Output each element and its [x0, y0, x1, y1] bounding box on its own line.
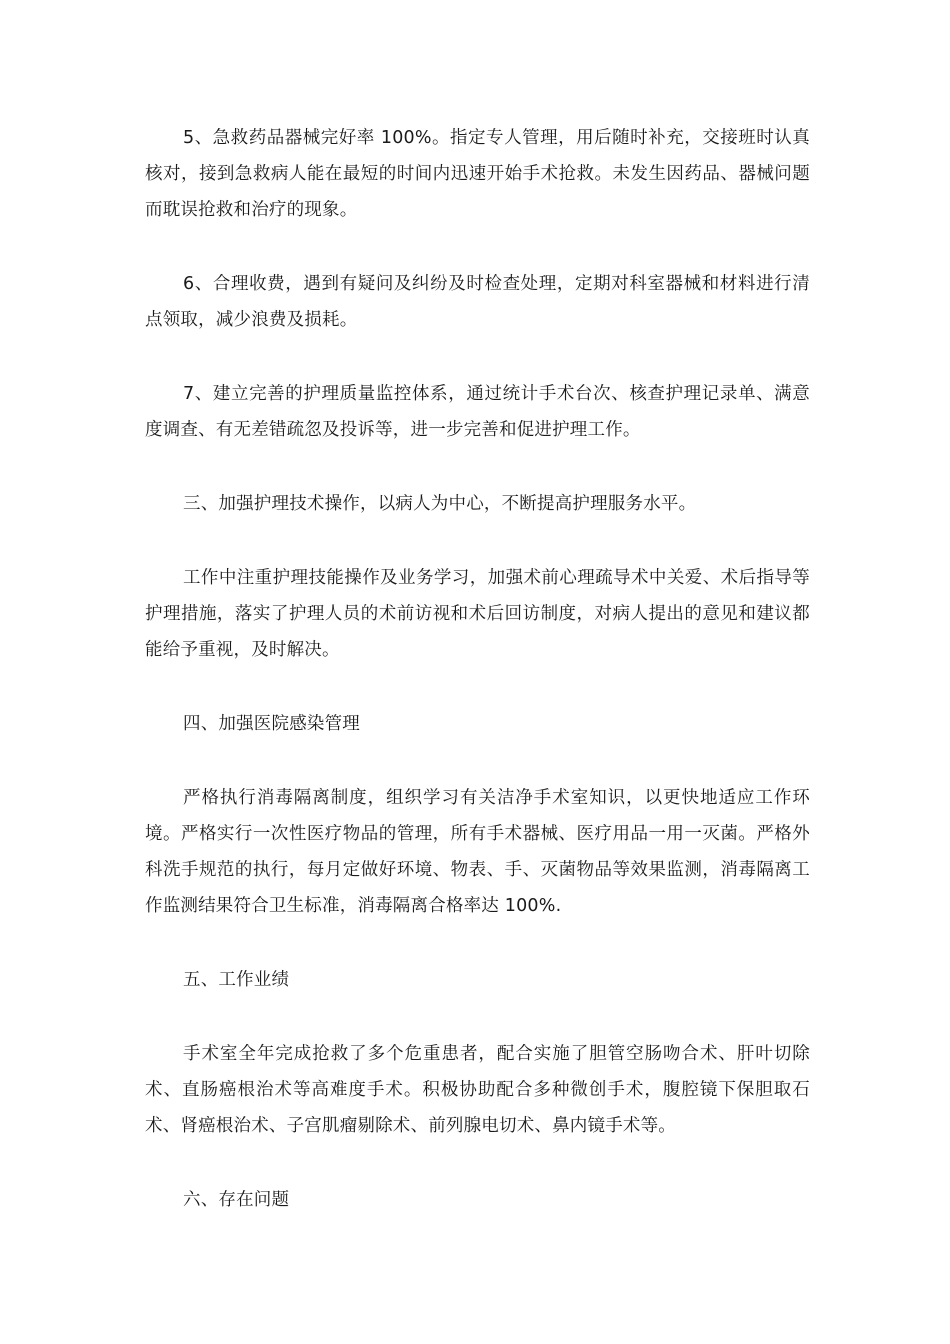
paragraph-section-5: 手术室全年完成抢救了多个危重患者，配合实施了胆管空肠吻合术、肝叶切除术、直肠癌根治术等高难度手术。积极协助配合多种微创手术，腹腔镜下保胆取石术、肾癌根治术、子宫肌瘤剔除术、前列腺电切术、鼻内镜手术等。 — [145, 1044, 810, 1136]
section-heading-4: 四、加强医院感染管理 — [183, 714, 360, 734]
section-heading-5: 五、工作业绩 — [183, 970, 290, 990]
paragraph-section-3: 工作中注重护理技能操作及业务学习，加强术前心理疏导术中关爱、术后指导等护理措施，落实了护理人员的术前访视和术后回访制度，对病人提出的意见和建议都能给予重视，及时解决。 — [145, 568, 810, 660]
paragraph-item-6: 6、合理收费，遇到有疑问及纠纷及时检查处理，定期对科室器械和材料进行清点领取，减少浪费及损耗。 — [145, 274, 810, 330]
section-heading-3: 三、加强护理技术操作，以病人为中心，不断提高护理服务水平。 — [183, 494, 697, 514]
section-heading-6: 六、存在问题 — [183, 1190, 290, 1210]
paragraph-item-7: 7、建立完善的护理质量监控体系，通过统计手术台次、核查护理记录单、满意度调查、有无差错疏忽及投诉等，进一步完善和促进护理工作。 — [145, 384, 810, 440]
paragraph-section-4: 严格执行消毒隔离制度，组织学习有关洁净手术室知识，以更快地适应工作环境。严格实行一次性医疗物品的管理，所有手术器械、医疗用品一用一灭菌。严格外科洗手规范的执行，每月定做好环境、物表、手、灭菌物品等效果监测，消毒隔离工作监测结果符合卫生标准，消毒隔离合格率达 100%. — [145, 788, 810, 916]
document-body — [145, 120, 810, 1256]
paragraph-item-5: 5、急救药品器械完好率 100%。指定专人管理，用后随时补充，交接班时认真核对，接到急救病人能在最短的时间内迅速开始手术抢救。未发生因药品、器械问题而耽误抢救和治疗的现象。 — [145, 128, 810, 220]
